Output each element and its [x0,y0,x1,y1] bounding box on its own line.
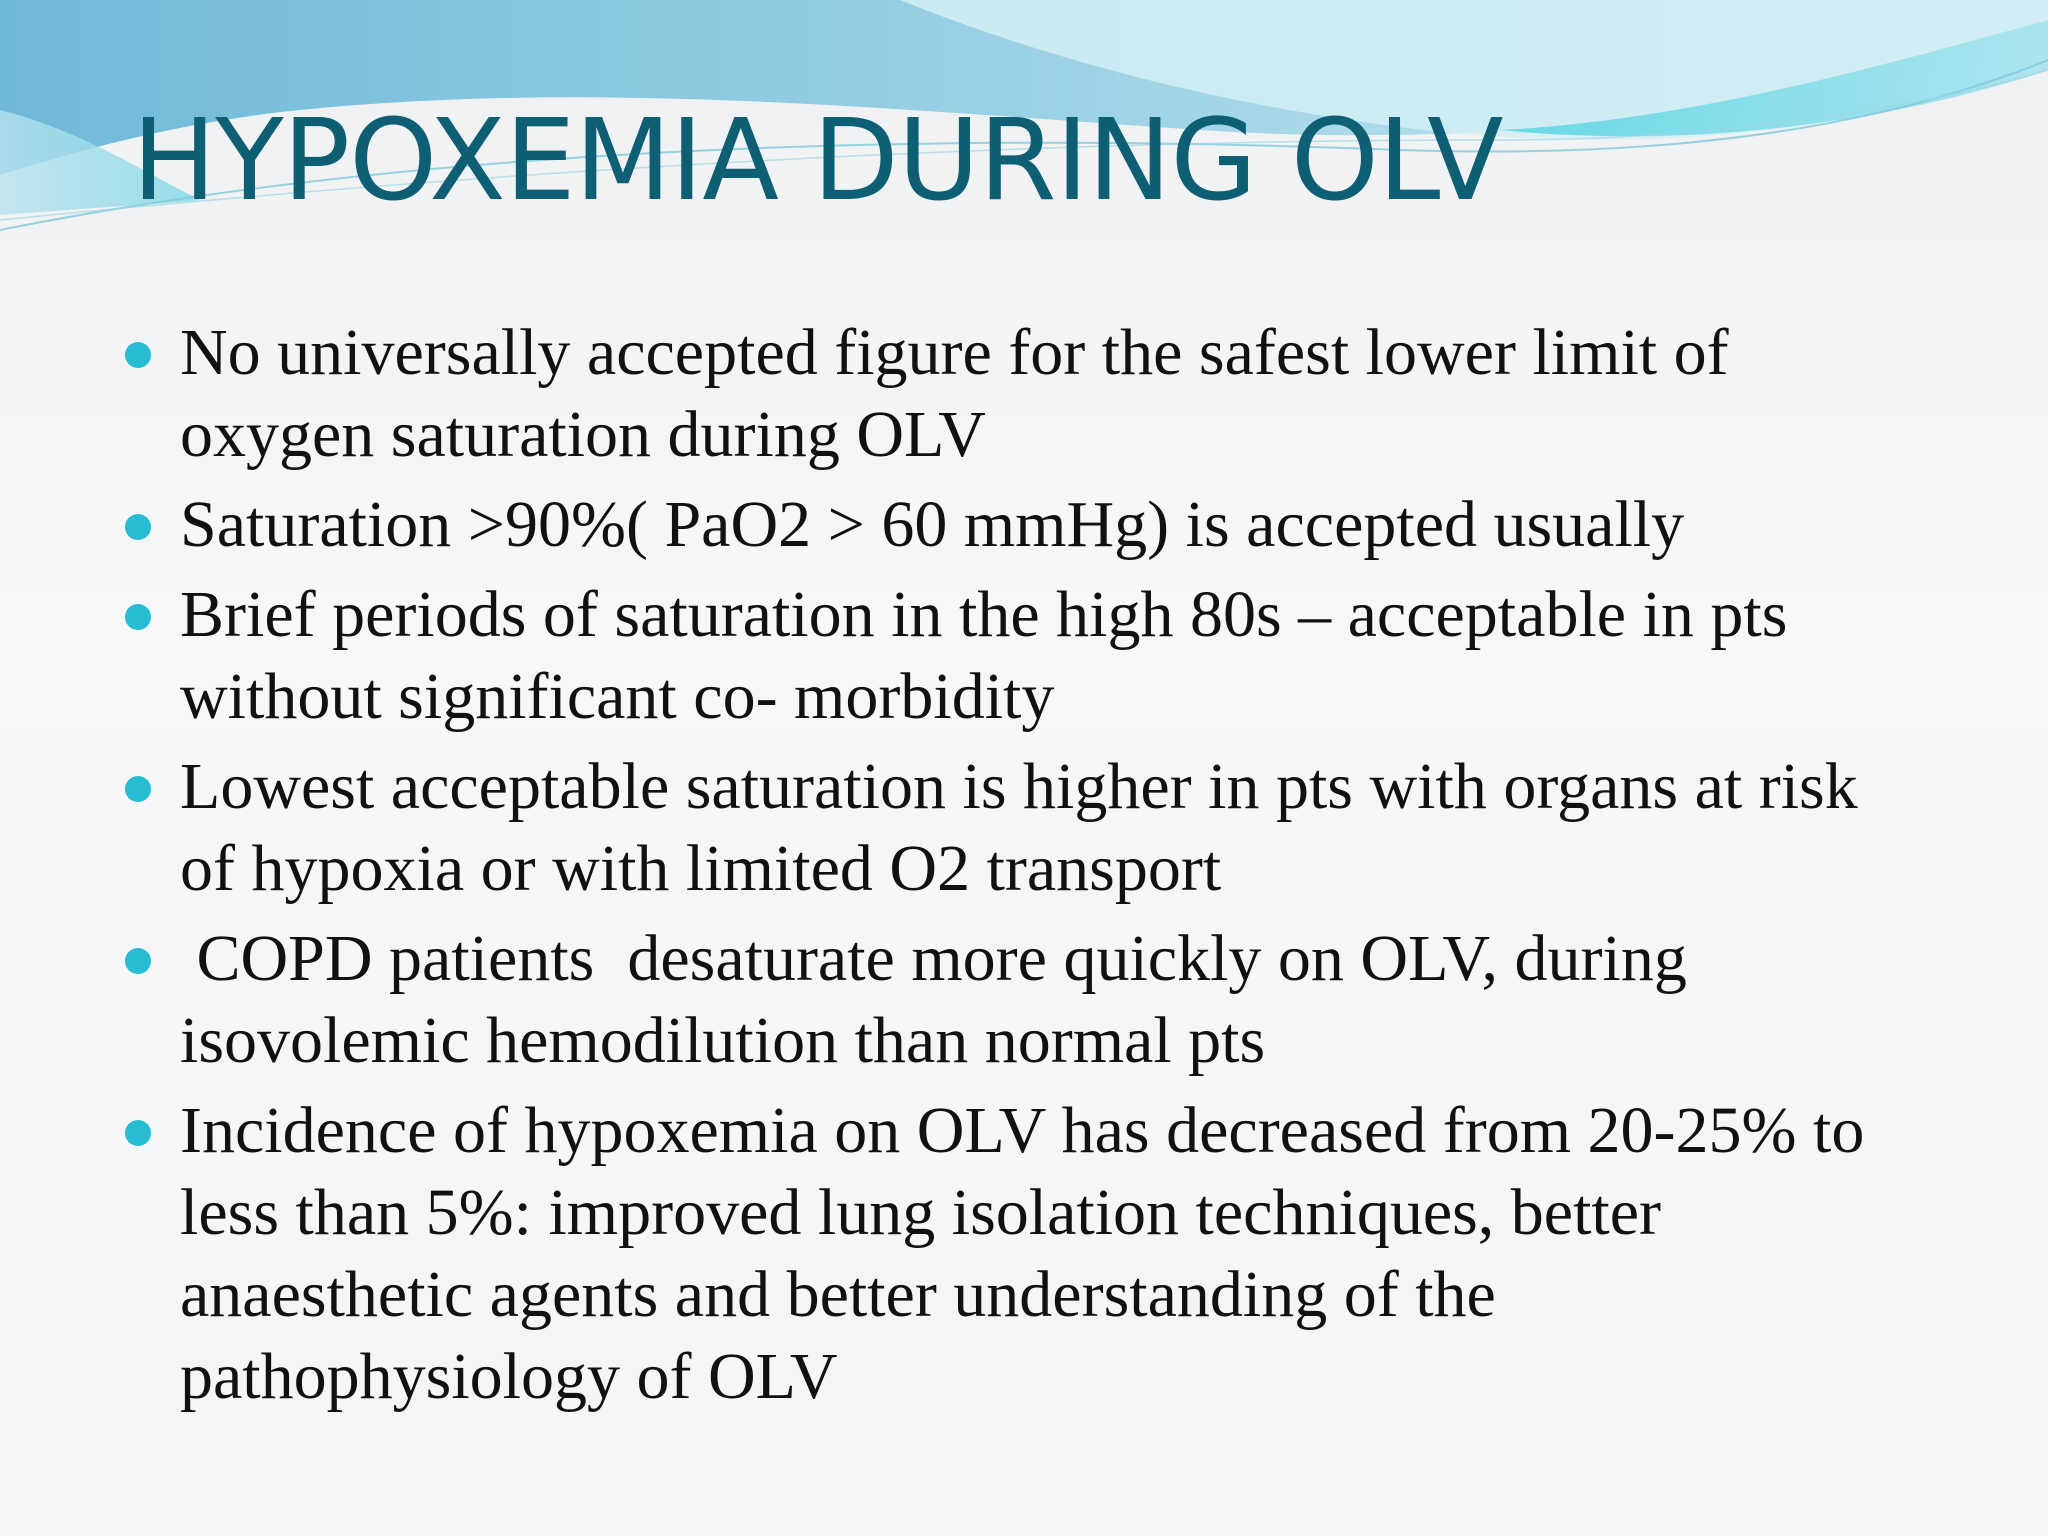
bullet-dot-icon [125,342,151,368]
bullet-dot-icon [125,776,151,802]
bullet-text: Brief periods of saturation in the high 80s – acceptable in pts without significant co- morbidity [180,578,1788,733]
bullet-dot-icon [125,948,151,974]
bullet-dot-icon [125,1120,151,1146]
bullet-text: COPD patients desaturate more quickly on OLV, during isovolemic hemodilution than normal pts [180,922,1704,1077]
slide-title: HYPOXEMIA DURING OLV [132,96,1503,226]
bullet-text: Saturation >90%( PaO2 > 60 mmHg) is accepted usually [180,488,1685,561]
bullet-item [180,918,1880,1082]
bullet-text: Lowest acceptable saturation is higher in pts with organs at risk of hypoxia or with limited O2 transport [180,750,1858,905]
bullet-item [180,1090,1880,1418]
bullet-dot-icon [125,604,151,630]
bullet-item [180,484,1880,566]
bullet-text: No universally accepted figure for the safest lower limit of oxygen saturation during OLV [180,316,1729,471]
bullet-item [180,574,1880,738]
bullet-item [180,312,1880,476]
bullet-dot-icon [125,514,151,540]
bullet-list [180,312,1880,1426]
bullet-item [180,746,1880,910]
bullet-text: Incidence of hypoxemia on OLV has decreased from 20-25% to less than 5%: improved lung isolation techniques, better anaesthetic agents and better understanding of the pathophysiology of OLV [180,1094,1865,1413]
